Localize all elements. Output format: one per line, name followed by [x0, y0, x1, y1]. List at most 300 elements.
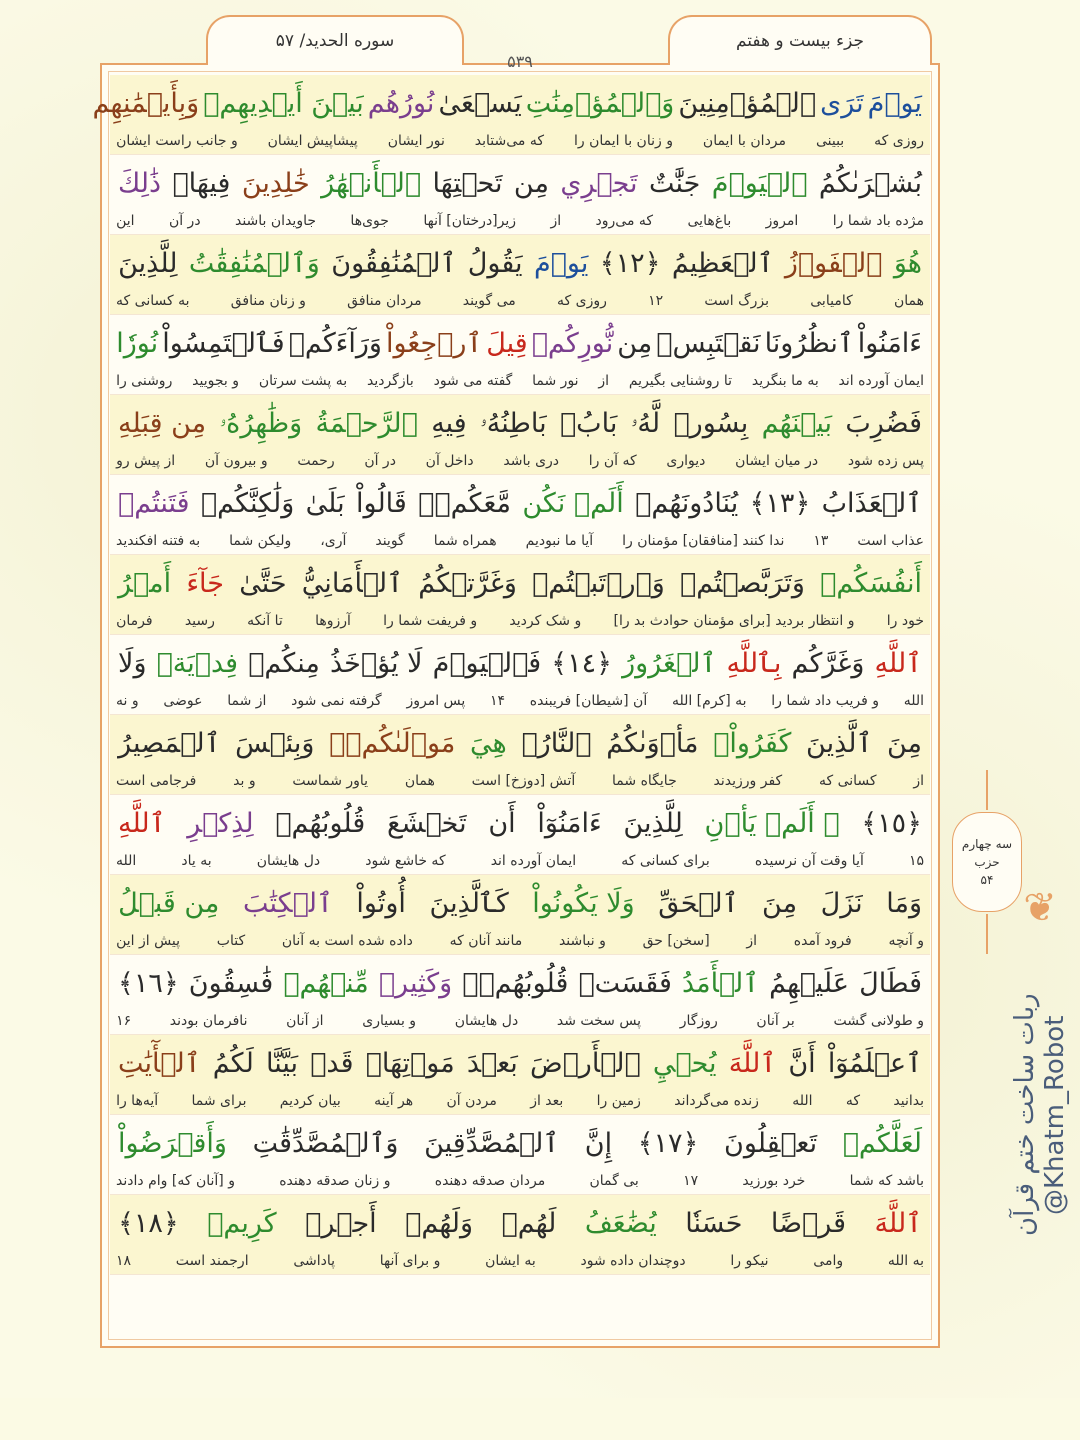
translation-word: فرجامی است [116, 773, 197, 789]
arabic-word: أَمۡرُ [118, 568, 172, 599]
arabic-text [116, 881, 924, 927]
arabic-word: مَأۡوَىٰكُمُ [606, 728, 699, 759]
arabic-word: تَحۡتِهَا [432, 168, 503, 199]
arabic-word: وَلَهُمۡ [405, 1208, 474, 1239]
translation-text [116, 849, 924, 873]
arabic-word: ٱلۡمُؤۡمِنِينَ [678, 88, 817, 119]
quran-line [110, 715, 930, 795]
arabic-text [116, 481, 924, 527]
arabic-word: وَكَثِيرٞ [378, 968, 453, 999]
translation-word: گرفته نمی شود [291, 693, 382, 709]
translation-word: پس امروز [406, 693, 466, 709]
quran-line [110, 155, 930, 235]
translation-word: و [آنان که] وام دادند [116, 1173, 235, 1189]
arabic-word: وَٱلۡمُنَٰفِقَٰتُ [188, 248, 320, 279]
translation-word: ولیکن شما [229, 533, 292, 549]
translation-word: از پیش رو [116, 453, 176, 469]
arabic-word: ٱلۡمُنَٰفِقُونَ [331, 248, 457, 279]
translation-word: رحمت [297, 453, 335, 469]
translation-word: الله [903, 693, 924, 709]
translation-word: روشنی را [116, 373, 173, 389]
translation-word: همان [893, 293, 924, 309]
translation-word: پاداشی [293, 1253, 335, 1269]
translation-text [116, 1009, 924, 1033]
translation-word: و بیرون آن [204, 453, 268, 469]
translation-word: و آنچه [888, 933, 924, 949]
juz-label: جزء بیست و هفتم [668, 15, 932, 65]
arabic-word: ٱلۡمَصِيرُ [118, 728, 221, 759]
translation-word: همراه شما [433, 533, 497, 549]
arabic-word: لَّهُۥ [630, 408, 661, 439]
arabic-word: هِيَ [470, 728, 507, 759]
arabic-word: يُنَادُونَهُمۡ [635, 488, 739, 519]
arabic-word: فِدۡيَةٞ [156, 648, 239, 679]
side-ornament-top: ❦ [1023, 885, 1057, 931]
arabic-word: أَنَّ [788, 1048, 816, 1079]
translation-word: که [845, 1093, 861, 1109]
arabic-word: وَغَرَّتۡكُمُ [418, 568, 517, 599]
translation-word: بدانید [893, 1093, 924, 1109]
arabic-text [116, 241, 924, 287]
translation-word: بی گمان [589, 1173, 639, 1189]
hizb-ornament-bottom [986, 914, 988, 954]
arabic-word: ٱعۡلَمُوٓاْ [827, 1048, 922, 1079]
arabic-word: نُّورِكُمۡ [531, 328, 614, 359]
translation-word: و بد [233, 773, 256, 789]
translation-word: الله [116, 853, 137, 869]
arabic-text [116, 401, 924, 447]
arabic-word: وَمَا [886, 888, 922, 919]
arabic-word: ٱلۡيَوۡمَ [711, 168, 808, 199]
translation-word: آیا ما نبودیم [525, 533, 594, 549]
arabic-word: وَٱلۡمُؤۡمِنَٰتِ [525, 88, 675, 119]
arabic-word: ﴿١٥﴾ [861, 808, 922, 839]
translation-word: بعد از [530, 1093, 564, 1109]
translation-word: گفته می شود [433, 373, 513, 389]
translation-word: آیه‌ها را [116, 1093, 159, 1109]
translation-word: ۱۲ [648, 293, 664, 309]
translation-word: ایمان آورده اند [838, 373, 924, 389]
arabic-word: مِنكُمۡ [248, 648, 320, 679]
arabic-word: مَوۡلَىٰكُمۡۖ [329, 728, 456, 759]
translation-word: ندا کنند [منافقان] مؤمنان را [622, 533, 785, 549]
translation-word: که آن را [588, 453, 637, 469]
translation-word: و زنان با ایمان را [573, 133, 673, 149]
translation-word: تا آنکه [247, 613, 283, 629]
arabic-word: ٱلۡكِتَٰبَ [243, 888, 333, 919]
translation-word: باغ‌هایی [687, 213, 732, 229]
translation-text [116, 929, 924, 953]
translation-word: و نباشند [558, 933, 606, 949]
arabic-word: وَبِأَيۡمَٰنِهِم [92, 88, 200, 119]
translation-word: عوضی [163, 693, 203, 709]
translation-word: به کسانی که [116, 293, 190, 309]
translation-word: مانند آنان که [449, 933, 523, 949]
arabic-word: كَفَرُواْۚ [713, 728, 792, 759]
translation-word: وامی [813, 1253, 844, 1269]
arabic-word: ۞ أَلَمۡ يَأۡنِ [704, 808, 840, 839]
quran-line [110, 235, 930, 315]
arabic-word: يَوۡمَ [533, 248, 589, 279]
arabic-word: ٱللَّهَ [874, 1208, 922, 1239]
arabic-text [116, 801, 924, 847]
translation-word: هر آینه [374, 1093, 414, 1109]
arabic-word: فِيهَاۚ [172, 168, 231, 199]
translation-word: و شک کردید [509, 613, 582, 629]
arabic-word: تَعۡقِلُونَ [723, 1128, 818, 1159]
translation-text [116, 449, 924, 473]
translation-word: به یاد [181, 853, 212, 869]
arabic-word: عَلَيۡهِمُ [769, 968, 849, 999]
translation-word: فرود آمده [793, 933, 852, 949]
translation-word: کتاب [216, 933, 246, 949]
arabic-text [116, 961, 924, 1007]
arabic-text [116, 641, 924, 687]
arabic-text [116, 321, 924, 367]
translation-word: که خاشع شود [365, 853, 446, 869]
translation-word: خرد بورزید [742, 1173, 806, 1189]
translation-word: آن [شیطان] فریبنده [529, 693, 648, 709]
arabic-word: لِذِكۡرِ [187, 808, 254, 839]
arabic-word: لَهُمۡ [501, 1208, 557, 1239]
quran-line [110, 875, 930, 955]
arabic-word: قَدۡ [310, 1048, 354, 1079]
arabic-word: مِّنۡهُمۡ [283, 968, 369, 999]
arabic-word: ٱلۡعَذَابُ [821, 488, 922, 519]
arabic-word: فَقَسَتۡ [578, 968, 672, 999]
translation-word: روزی که [557, 293, 607, 309]
quran-line [110, 955, 930, 1035]
arabic-word: أَجۡرٞ [305, 1208, 377, 1239]
translation-word: به فتنه افکندید [116, 533, 201, 549]
translation-word: و زنان منافق [230, 293, 306, 309]
translation-text [116, 689, 924, 713]
quran-line [110, 1035, 930, 1115]
translation-word: که می‌رود [595, 213, 654, 229]
translation-word: نافرمان بودند [169, 1013, 248, 1029]
translation-text [116, 1089, 924, 1113]
translation-word: می گویند [462, 293, 516, 309]
translation-word: از [913, 773, 924, 789]
arabic-word: ذَٰلِكَ [118, 168, 162, 199]
translation-word: به [کرم] الله [671, 693, 747, 709]
translation-word: از [746, 933, 758, 949]
translation-word: ۱۴ [490, 693, 506, 709]
arabic-word: مَوۡتِهَاۚ [365, 1048, 455, 1079]
translation-word: آرزوها [315, 613, 351, 629]
arabic-text [116, 561, 924, 607]
arabic-word: ٱلۡأٓيَٰتِ [118, 1048, 201, 1079]
translation-word: از [550, 213, 562, 229]
translation-word: مردان صدقه دهنده [434, 1173, 546, 1189]
arabic-word: ٱرۡجِعُواْ [385, 328, 483, 359]
arabic-word: بَيۡنَ أَيۡدِيهِمۡ [203, 88, 364, 119]
translation-word: به ما بنگرید [751, 373, 819, 389]
translation-text [116, 1249, 924, 1273]
translation-word: ۱۳ [813, 533, 829, 549]
translation-word: و بسیاری [362, 1013, 417, 1029]
translation-word: زیر[درختان] آنها [423, 213, 517, 229]
translation-word: ۱۷ [683, 1173, 699, 1189]
arabic-word: مِن [513, 168, 549, 199]
arabic-text [116, 161, 924, 207]
quran-line [110, 475, 930, 555]
arabic-word: وَظَٰهِرُهُۥ [219, 408, 303, 439]
arabic-word: أَلَمۡ نَكُن [522, 488, 624, 519]
translation-word: جاویدان باشند [234, 213, 316, 229]
arabic-word: ٱلۡفَوۡزُ [784, 248, 883, 279]
hizb-line3: ۵۴ [980, 873, 994, 887]
translation-word: این [116, 213, 135, 229]
arabic-word: ٱلۡمُصَّدِّقِينَ [424, 1128, 560, 1159]
arabic-word: فَطَالَ [859, 968, 922, 999]
arabic-word: لَا يُؤۡخَذُ [330, 648, 423, 679]
arabic-word: مِن قِبَلِهِ [118, 408, 207, 439]
arabic-word: بَيۡنَهُم [761, 408, 833, 439]
translation-text [116, 769, 924, 793]
arabic-word: بُشۡرَىٰكُمُ [818, 168, 922, 199]
arabic-word: تَجۡرِي [560, 168, 638, 199]
translation-word: کفر ورزیدند [713, 773, 783, 789]
arabic-word: نُورُهُم [367, 88, 435, 119]
translation-word: و بجویید [192, 373, 239, 389]
translation-word: برای شما [191, 1093, 247, 1109]
arabic-word: مِنَ [762, 888, 798, 919]
translation-word: بیان کردیم [279, 1093, 341, 1109]
translation-word: پیش از این [116, 933, 181, 949]
arabic-word: فَضُرِبَ [845, 408, 922, 439]
arabic-word: يَوۡمَ [867, 88, 922, 119]
arabic-word: ٱلۡعَظِيمُ [671, 248, 774, 279]
arabic-word: ٱلنَّارُۖ [521, 728, 592, 759]
watermark-line2: @Khatm_Robot [1040, 1015, 1070, 1215]
translation-word: مردن آن [446, 1093, 497, 1109]
arabic-word: لِلَّذِينَ [623, 808, 683, 839]
translation-word: که می‌شتابد [474, 133, 545, 149]
translation-word: دل هایشان [256, 853, 321, 869]
arabic-word: قُلُوبُهُمۡۖ [462, 968, 569, 999]
translation-word: دوچندان داده شود [580, 1253, 686, 1269]
arabic-word: ﴿١٣﴾ [749, 488, 811, 519]
translation-word: به الله [887, 1253, 924, 1269]
translation-word: باشد که شما [849, 1173, 924, 1189]
translation-word: و نه [116, 693, 139, 709]
translation-word: مردان منافق [347, 293, 422, 309]
arabic-word: فِيهِ [431, 408, 467, 439]
quran-line [110, 635, 930, 715]
side-ornament-bottom [1015, 1380, 1065, 1440]
arabic-word: ٱنظُرُونَا [764, 328, 854, 359]
arabic-word: وَٱرۡتَبۡتُمۡ [532, 568, 665, 599]
translation-word: عذاب است [857, 533, 924, 549]
arabic-word: قُلُوبُهُمۡ [275, 808, 366, 839]
arabic-word: كَٱلَّذِينَ [429, 888, 509, 919]
translation-word: بازگردید [366, 373, 414, 389]
translation-word: داخل آن [425, 453, 474, 469]
translation-word: و انتظار بردید [برای مؤمنان حوادث بد را] [613, 613, 855, 629]
arabic-word: بِٱللَّهِ [726, 648, 782, 679]
arabic-word: قَرۡضًا [770, 1208, 847, 1239]
arabic-word: مِنَ [886, 728, 922, 759]
arabic-word: مِن قَبۡلُ [118, 888, 220, 919]
arabic-word: وَلَٰكِنَّكُمۡ [200, 488, 295, 519]
arabic-word: بَعۡدَ [466, 1048, 518, 1079]
arabic-word: فَٱلۡتَمِسُواْ [162, 328, 285, 359]
translation-word: بزرگ است [704, 293, 770, 309]
arabic-word: ٱلۡأَرۡضَ [529, 1048, 641, 1079]
arabic-word: يُضَٰعَفُ [584, 1208, 657, 1239]
translation-word: از آنان [286, 1013, 324, 1029]
translation-word: در آن [168, 213, 201, 229]
translation-word: زنده می‌گرداند [674, 1093, 759, 1109]
arabic-word: ﴿١٤﴾ [551, 648, 612, 679]
translation-word: ۱۸ [116, 1253, 132, 1269]
quran-line [110, 1115, 930, 1195]
quran-line [110, 795, 930, 875]
translation-word: روزی که [874, 133, 924, 149]
arabic-word: ٱلۡغَرُورُ [622, 648, 717, 679]
translation-text [116, 129, 924, 153]
translation-word: رسید [184, 613, 215, 629]
arabic-word: بَلَىٰ [305, 488, 345, 519]
arabic-word: حَسَنٗا [685, 1208, 743, 1239]
arabic-word: تَرَى [820, 88, 864, 119]
arabic-word: وَبِئۡسَ [235, 728, 315, 759]
quran-lines [92, 75, 930, 1275]
translation-word: در آن [364, 453, 396, 469]
translation-word: تا روشنایی بگیریم [628, 373, 733, 389]
arabic-word: وَغَرَّكُم [791, 648, 865, 679]
translation-word: ۱۵ [908, 853, 924, 869]
arabic-text [116, 1201, 924, 1247]
translation-word: مردان با ایمان [702, 133, 787, 149]
translation-word: روزگار [679, 1013, 718, 1029]
translation-text [116, 289, 924, 313]
arabic-word: وَلَا [118, 648, 147, 679]
arabic-word: أَن [488, 808, 516, 839]
arabic-word: مِن [617, 328, 653, 359]
translation-word: نور ایشان [387, 133, 445, 149]
arabic-word: بِسُورٖ [673, 408, 749, 439]
hizb-line2: حزب [974, 855, 1000, 869]
arabic-word: أُوتُواْ [356, 888, 406, 919]
arabic-text [92, 81, 924, 127]
watermark-line1: ربات ساخت ختم قرآن [1010, 993, 1040, 1237]
arabic-word: يَسۡعَىٰ [438, 88, 522, 119]
translation-word: به پشت سرتان [258, 373, 348, 389]
translation-word: بر آنان [756, 1013, 795, 1029]
translation-word: ببینی [815, 133, 845, 149]
arabic-word: ٱللَّهِ [874, 648, 922, 679]
translation-word: زمین را [596, 1093, 641, 1109]
translation-text [116, 1169, 924, 1193]
translation-word: خود را [886, 613, 924, 629]
arabic-word: قَالُواْ [356, 488, 407, 519]
surah-label: سوره الحدید/ ۵۷ [206, 15, 464, 65]
arabic-word: يُحۡيِ [652, 1048, 717, 1079]
arabic-word: بَاطِنُهُۥ [480, 408, 547, 439]
translation-word: از شما [227, 693, 267, 709]
arabic-text [116, 1121, 924, 1167]
translation-word: پس زده شود [847, 453, 924, 469]
arabic-word: ٱلۡأَنۡهَٰرُ [321, 168, 422, 199]
arabic-word: وَٱلۡمُصَّدِّقَٰتِ [252, 1128, 399, 1159]
translation-word: پیشاپیش ایشان [267, 133, 358, 149]
translation-word: جوی‌ها [350, 213, 389, 229]
translation-word: ارجمند است [175, 1253, 249, 1269]
translation-word: [سخن] حق [642, 933, 710, 949]
translation-text [116, 369, 924, 393]
translation-word: و زنان صدقه دهنده [279, 1173, 391, 1189]
translation-word: الله [792, 1093, 813, 1109]
arabic-word: ﴿١٦﴾ [118, 968, 179, 999]
translation-text [116, 209, 924, 233]
arabic-text [116, 721, 924, 767]
translation-word: به ایشان [485, 1253, 536, 1269]
arabic-word: فَتَنتُمۡ [118, 488, 190, 519]
arabic-word: نَقۡتَبِسۡ [656, 328, 761, 359]
arabic-word: جَآءَ [186, 568, 224, 599]
arabic-word: ﴿١٧﴾ [637, 1128, 699, 1159]
watermark [1010, 880, 1070, 1350]
translation-word: جایگاه شما [612, 773, 677, 789]
translation-word: و جانب راست ایشان [116, 133, 238, 149]
translation-word: در میان ایشان [735, 453, 819, 469]
arabic-word: وَأَقۡرَضُواْ [118, 1128, 227, 1159]
translation-word: برای کسانی که [621, 853, 710, 869]
arabic-word: ءَامَنُواْ [857, 328, 922, 359]
arabic-word: ٱلَّذِينَ [806, 728, 873, 759]
translation-word: و طولانی گشت [833, 1013, 924, 1029]
translation-word: دل هایشان [454, 1013, 519, 1029]
arabic-word: حَتَّىٰ [239, 568, 287, 599]
arabic-word: لَكُمُ [212, 1048, 254, 1079]
translation-word: دری باشد [503, 453, 560, 469]
translation-word: و فریفت شما را [383, 613, 478, 629]
arabic-word: خَٰلِدِينَ [241, 168, 310, 199]
arabic-word: مَّعَكُمۡۖ [418, 488, 511, 519]
translation-word: آتش [دوزخ] است [471, 773, 576, 789]
arabic-word: ٱلرَّحۡمَةُ [315, 408, 418, 439]
translation-word: آری، [320, 533, 347, 549]
arabic-word: بَابُۢ [559, 408, 618, 439]
quran-line [110, 1195, 930, 1275]
arabic-word: نُورٗا [116, 328, 159, 359]
translation-word: ۱۶ [116, 1013, 132, 1029]
arabic-word: قِيلَ [486, 328, 528, 359]
translation-word: پس سخت شد [556, 1013, 642, 1029]
arabic-word: بَيَّنَّا [265, 1048, 299, 1079]
hizb-ornament-top [986, 770, 988, 810]
translation-word: ایمان آورده اند [490, 853, 577, 869]
translation-word: داده شده است به آنان [281, 933, 413, 949]
translation-word: آیا وقت آن نرسیده [754, 853, 864, 869]
arabic-word: تَخۡشَعَ [386, 808, 467, 839]
translation-word: گویند [375, 533, 405, 549]
translation-word: فرمان [116, 613, 153, 629]
arabic-word: ﴿١٢﴾ [599, 248, 661, 279]
arabic-word: ٱلۡأَمَانِيُّ [301, 568, 403, 599]
arabic-word: وَتَرَبَّصۡتُمۡ [680, 568, 805, 599]
arabic-word: ٱلۡأَمَدُ [681, 968, 760, 999]
translation-text [116, 609, 924, 633]
arabic-word: فَٰسِقُونَ [188, 968, 274, 999]
arabic-word: وَلَا يَكُونُواْ [532, 888, 635, 919]
arabic-word: نَزَلَ [820, 888, 863, 919]
arabic-word: فَٱلۡيَوۡمَ [432, 648, 542, 679]
translation-word: نور شما [532, 373, 579, 389]
arabic-word: هُوَ [893, 248, 922, 279]
